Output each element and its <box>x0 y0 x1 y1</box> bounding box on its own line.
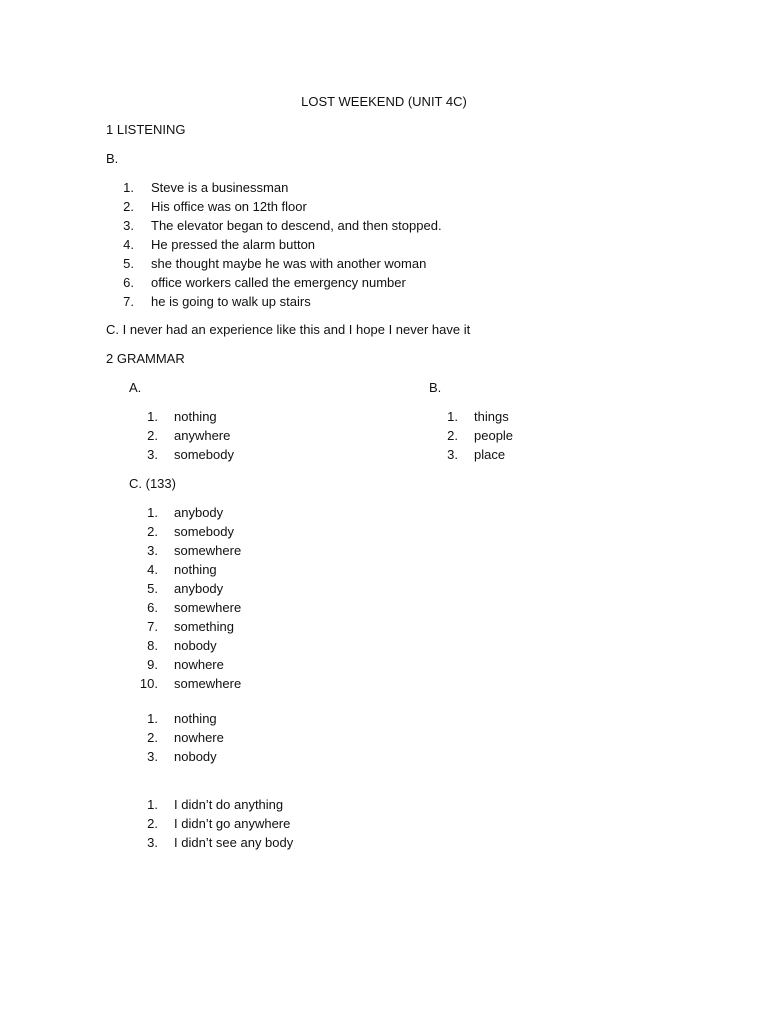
list-item-text: she thought maybe he was with another woman <box>151 256 427 271</box>
list-item-number: 7. <box>147 619 158 634</box>
grammar-a-label: A. <box>129 380 142 395</box>
list-item-number: 5. <box>147 581 158 596</box>
list-item-number: 9. <box>147 657 158 672</box>
list-item-number: 4. <box>123 237 134 252</box>
list-item-text: He pressed the alarm button <box>151 237 316 252</box>
list-item-number: 6. <box>123 275 134 290</box>
list-item-number: 3. <box>147 749 158 764</box>
list-item-number: 4. <box>147 562 158 577</box>
list-item-text: somewhere <box>174 600 242 615</box>
list-item-number: 8. <box>147 638 158 653</box>
list-item-number: 1. <box>147 505 158 520</box>
list-item-text: nowhere <box>174 657 224 672</box>
list-item-text: nobody <box>174 638 217 653</box>
list-item-number: 2. <box>447 428 458 443</box>
list-item-text: nothing <box>174 562 217 577</box>
list-item-text: nothing <box>174 711 217 726</box>
list-item-text: nobody <box>174 749 217 764</box>
list-item-number: 1. <box>123 180 134 195</box>
list-item-text: somewhere <box>174 543 242 558</box>
list-item-text: I didn’t do anything <box>174 797 284 812</box>
list-item-text: things <box>474 409 509 424</box>
list-item-text: I didn’t go anywhere <box>174 816 291 831</box>
section-1-part-c-text: C. I never had an experience like this and I hope I never have it <box>106 322 471 337</box>
list-item-text: he is going to walk up stairs <box>151 294 311 309</box>
section-1-part-b-label: B. <box>106 151 119 166</box>
list-item-number: 3. <box>147 447 158 462</box>
section-1-heading: 1 LISTENING <box>106 122 186 137</box>
list-item-number: 1. <box>147 711 158 726</box>
list-item-text: people <box>474 428 514 443</box>
list-item-text: Steve is a businessman <box>151 180 289 195</box>
list-item-number: 1. <box>147 797 158 812</box>
list-item-text: office workers called the emergency number <box>151 275 406 290</box>
list-item-number: 1. <box>447 409 458 424</box>
list-item-number: 3. <box>123 218 134 233</box>
list-item-text: somebody <box>174 447 234 462</box>
list-item-text: nowhere <box>174 730 224 745</box>
list-item-number: 2. <box>147 816 158 831</box>
list-item-number: 10. <box>139 676 158 691</box>
list-item-number: 3. <box>147 543 158 558</box>
section-2-heading: 2 GRAMMAR <box>106 351 185 366</box>
list-item-number: 2. <box>147 730 158 745</box>
list-item-text: anybody <box>174 505 224 520</box>
list-item-text: somewhere <box>174 676 242 691</box>
list-item-number: 2. <box>147 428 158 443</box>
list-item-text: anywhere <box>174 428 231 443</box>
list-item-number: 1. <box>147 409 158 424</box>
grammar-b-label: B. <box>429 380 442 395</box>
grammar-c-label: C. (133) <box>129 476 176 491</box>
list-item-number: 5. <box>123 256 134 271</box>
list-item-text: The elevator began to descend, and then stopped. <box>151 218 442 233</box>
list-item-text: somebody <box>174 524 234 539</box>
document-title: LOST WEEKEND (UNIT 4C) <box>301 94 467 109</box>
list-item-text: something <box>174 619 234 634</box>
list-item-text: His office was on 12th floor <box>151 199 307 214</box>
list-item-text: I didn’t see any body <box>174 835 294 850</box>
list-item-number: 3. <box>447 447 458 462</box>
list-item-text: place <box>474 447 506 462</box>
list-item-number: 6. <box>147 600 158 615</box>
list-item-number: 3. <box>147 835 158 850</box>
list-item-text: nothing <box>174 409 217 424</box>
list-item-text: anybody <box>174 581 224 596</box>
list-item-number: 2. <box>123 199 134 214</box>
list-item-number: 7. <box>123 294 134 309</box>
list-item-number: 2. <box>147 524 158 539</box>
